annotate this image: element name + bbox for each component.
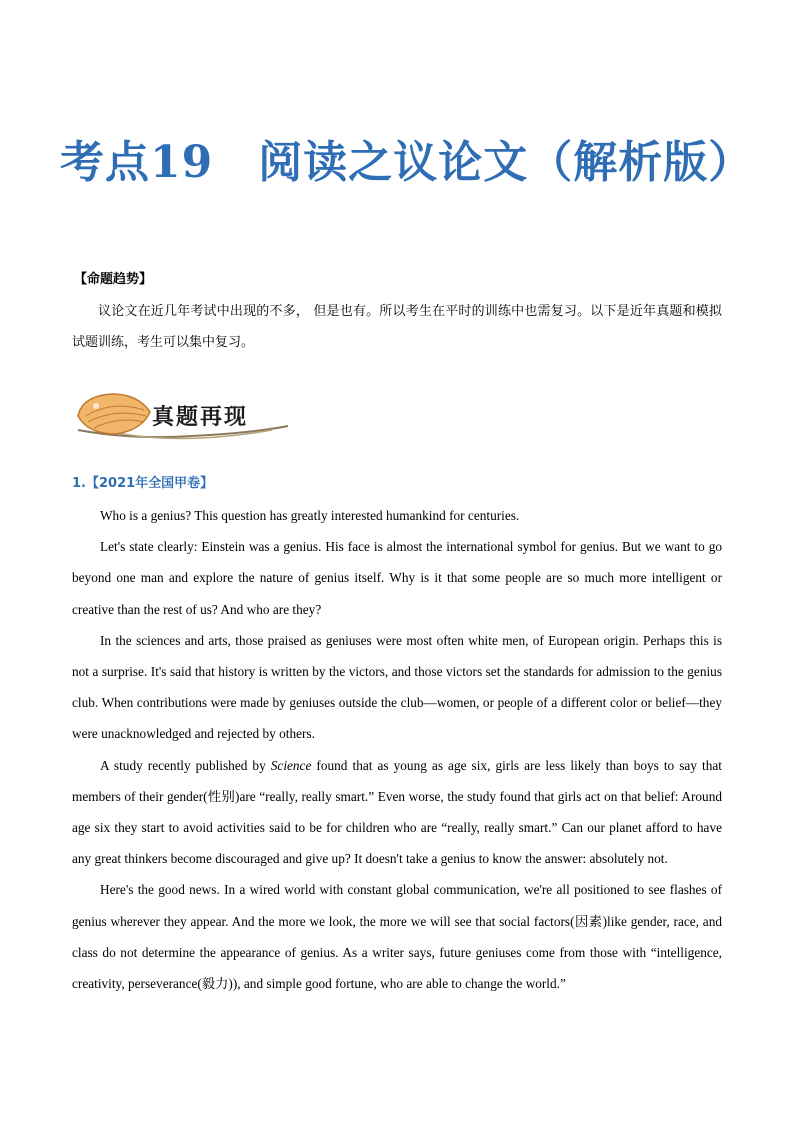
section-banner [72, 386, 292, 446]
question-heading: 1.【2021年全国甲卷】 [72, 476, 214, 491]
passage-paragraph: Who is a genius? This question has greatly interested humankind for centuries. [100, 508, 520, 523]
paragraph-text: A study recently published by [100, 757, 271, 773]
passage [72, 500, 722, 999]
page-title: 考点19 阅读之议论文（解析版） [60, 137, 754, 188]
banner-text: 真题再现 [152, 404, 249, 430]
passage-paragraph: Let's state clearly: Einstein was a genius. His face is almost the international symbol for genius. But we want to go beyond one man and explore the nature of genius itself. Why is it that some people are so much more intelligent or creative than the rest of us? And who are they? [72, 539, 722, 617]
journal-name: Science [270, 757, 312, 773]
trend-text: 议论文在近几年考试中出现的不多， 但是也有。所以考生在平时的训练中也需复习。以下是近年真题和模拟试题训练，考生可以集中复习。 [72, 304, 722, 350]
passage-paragraph: In the sciences and arts, those praised as geniuses were most often white men, of European origin. Perhaps this is not a surprise. It's said that history is written by the victors, and those victors set the standards for admission to the genius club. When contributions were made by geniuses outside the club—women, or people of a different color or belief—they were unacknowledged and rejected by others. [72, 632, 722, 742]
trend-label: 【命题趋势】 [74, 272, 153, 287]
passage-paragraph: Here's the good news. In a wired world with constant global communication, we're all positioned to see flashes of genius wherever they appear. And the more we look, the more we will see that social factors(因素)like gender, race, and class do not determine the appearance of genius. As a writer says, future geniuses come from those with “intelligence, creativity, perseverance(毅力)), and simple good fortune, who are able to change the world.” [72, 882, 722, 992]
passage-paragraph [72, 750, 722, 875]
paragraph-text: found that as young as age six, girls are less likely than boys to say that members of their gender(性别)are “really, really smart.” Even worse, the study found that girls act on that belief: Around age six they start to avoid activities said to be for children who are “really, really smart.” Can our planet afford to have any great thinkers become discouraged and give up? It doesn't take a genius to know the answer: absolutely not. [72, 757, 722, 867]
